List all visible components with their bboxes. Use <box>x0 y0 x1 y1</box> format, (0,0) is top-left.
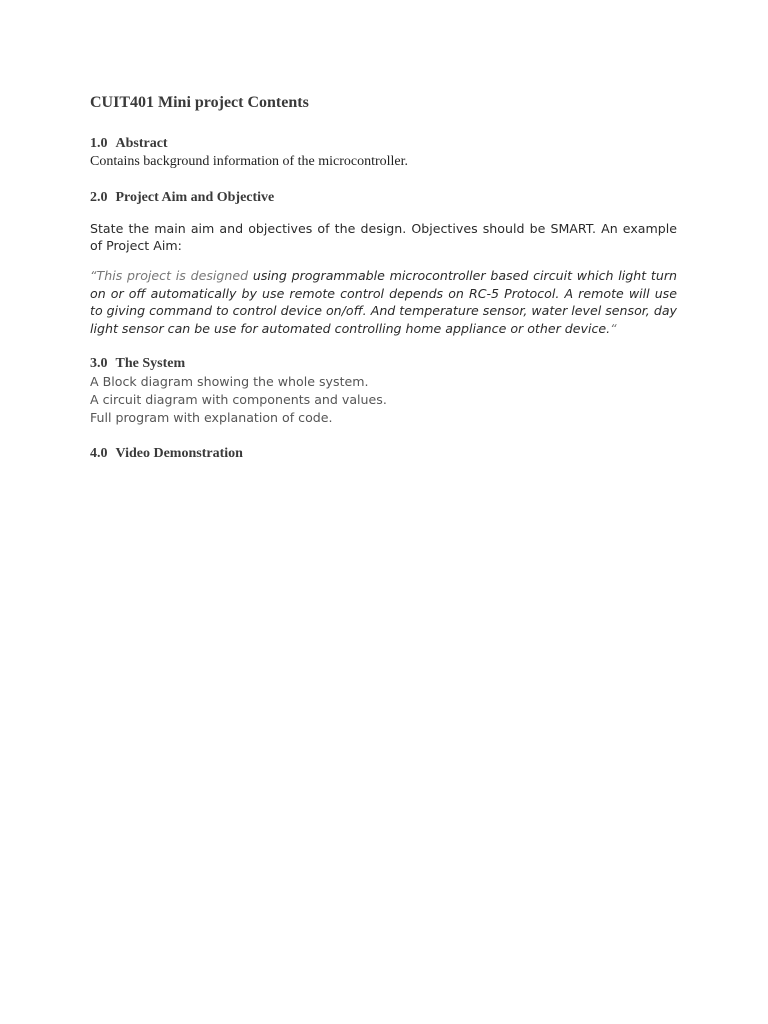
section-heading <box>90 445 677 463</box>
section-heading <box>90 135 677 153</box>
document-page <box>90 92 677 481</box>
section-number: 2.0 <box>90 190 108 205</box>
section-number: 4.0 <box>90 446 108 462</box>
section-the-system <box>90 355 677 427</box>
section-heading <box>90 355 677 373</box>
section-title: Project Aim and Objective <box>115 190 275 205</box>
abstract-text: Contains background information of the microcontroller. <box>90 154 409 169</box>
section-heading <box>90 189 677 207</box>
section-video-demonstration <box>90 445 677 463</box>
system-item: Full program with explanation of code. <box>90 410 333 426</box>
system-item: A circuit diagram with components and values. <box>90 392 387 408</box>
quote-open-mark: “ <box>90 268 97 284</box>
section-project-aim <box>90 189 677 337</box>
section-number: 1.0 <box>90 136 108 151</box>
aim-intro-text: State the main aim and objectives of the design. Objectives should be SMART. An example of Project Aim: <box>90 220 677 254</box>
quote-lead-text: This project is designed <box>96 268 249 284</box>
section-title: The System <box>115 356 186 372</box>
example-aim-quote <box>90 267 677 337</box>
section-title: Abstract <box>115 136 168 151</box>
section-number: 3.0 <box>90 356 108 372</box>
section-title: Video Demonstration <box>115 446 243 462</box>
system-item: A Block diagram showing the whole system. <box>90 374 369 390</box>
section-abstract <box>90 135 677 171</box>
quote-close-mark: “ <box>610 320 617 336</box>
document-title: CUIT401 Mini project Contents <box>90 94 309 111</box>
quote-body-text: using programmable microcontroller based circuit which light turn on or off automatically by use remote control depends on RC-5 Protocol. A remote will use to giving command to control device on/off. And temperature sensor, water level sensor, day light sensor can be use for automated controlling home appliance or other device. <box>90 268 678 336</box>
